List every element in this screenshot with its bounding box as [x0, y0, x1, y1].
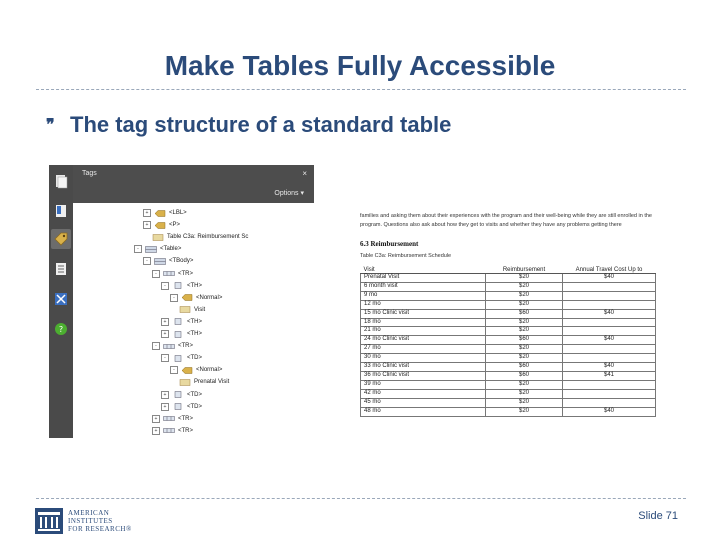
logo-line: AMERICAN [68, 509, 110, 517]
bullet-item [46, 112, 451, 138]
table-tag-icon [145, 246, 160, 253]
svg-text:?: ? [58, 325, 64, 334]
document-paragraph: families and asking them about their experiences with the program and their well-being while they are still enrolled in the program. Questions also ask about how they get to visits and whether they have any problems getting there [360, 213, 652, 228]
table-row [361, 354, 656, 363]
table-cell [563, 327, 656, 336]
table-row [361, 371, 656, 380]
table-row [361, 309, 656, 318]
table-cell [563, 300, 656, 309]
collapse-icon[interactable]: - [161, 354, 169, 362]
column-header: Reimbursement [486, 262, 563, 274]
table-row [361, 274, 656, 283]
tag-tree-node[interactable] [161, 329, 202, 339]
text-tag-icon [179, 379, 194, 386]
tag-tree-node[interactable] [152, 341, 193, 351]
tag-tag-icon [181, 367, 196, 374]
table-cell: $20 [486, 318, 563, 327]
tag-tree-node[interactable] [143, 208, 187, 218]
table-cell: $20 [486, 345, 563, 354]
cell-tag-icon [172, 318, 187, 325]
table-cell: 9 mo [361, 291, 486, 300]
tag-label: <TBody> [169, 258, 194, 265]
air-logo [35, 508, 132, 534]
tag-tree-node[interactable] [170, 293, 222, 303]
expand-icon[interactable]: + [161, 391, 169, 399]
tag-tree-node[interactable] [143, 220, 180, 230]
expand-icon[interactable]: + [143, 209, 151, 217]
collapse-icon[interactable]: - [161, 282, 169, 290]
expand-icon[interactable]: + [152, 415, 160, 423]
table-row [361, 345, 656, 354]
table-row [361, 363, 656, 372]
table-cell: $41 [563, 371, 656, 380]
model-tree-icon[interactable] [53, 291, 69, 307]
tag-tree [73, 203, 314, 438]
collapse-icon[interactable]: - [143, 257, 151, 265]
table-cell: Prenatal Visit [361, 274, 486, 283]
document-screenshot [358, 209, 660, 438]
table-cell: 45 mo [361, 398, 486, 407]
expand-icon[interactable]: + [161, 403, 169, 411]
table-cell: 12 mo [361, 300, 486, 309]
collapse-icon[interactable]: - [170, 294, 178, 302]
logo-text [68, 509, 132, 533]
table-row [361, 398, 656, 407]
table-cell: $60 [486, 363, 563, 372]
table-cell: 42 mo [361, 389, 486, 398]
table-row [361, 327, 656, 336]
table-cell: $60 [486, 309, 563, 318]
table-cell: $40 [563, 309, 656, 318]
cell-tag-icon [172, 355, 187, 362]
table-cell: 15 mo Clinic visit [361, 309, 486, 318]
text-tag-icon [179, 306, 194, 313]
tag-tree-node[interactable] [152, 426, 193, 436]
row-tag-icon [163, 343, 178, 350]
tag-label: <TH> [187, 282, 203, 289]
table-row [361, 336, 656, 345]
tag-label: <TH> [187, 318, 203, 325]
tag-label: <TD> [187, 355, 203, 362]
table-cell: 6 month visit [361, 282, 486, 291]
row-tag-icon [163, 415, 178, 422]
table-cell: 24 mo Clinic visit [361, 336, 486, 345]
table-cell: $20 [486, 300, 563, 309]
tag-label: Prenatal Visit [194, 379, 230, 386]
bullet-marker-icon: ❞ [46, 117, 55, 134]
column-header: Annual Travel Cost Up to [563, 262, 656, 274]
options-menu-button[interactable]: Options ▾ [274, 190, 304, 197]
table-cell: $20 [486, 407, 563, 416]
tag-tree-node[interactable] [152, 232, 248, 242]
expand-icon[interactable]: + [161, 330, 169, 338]
tag-tree-node[interactable] [161, 317, 202, 327]
table-row [361, 407, 656, 416]
tag-tree-node[interactable] [179, 305, 205, 315]
table-cell: $20 [486, 274, 563, 283]
tag-tree-node[interactable] [179, 377, 229, 387]
tag-label: <P> [169, 222, 181, 229]
tag-label: Visit [194, 306, 206, 313]
tag-tree-node[interactable] [143, 256, 193, 266]
tag-tree-node[interactable] [161, 281, 202, 291]
table-cell [563, 282, 656, 291]
tag-tree-node[interactable] [161, 402, 202, 412]
bullet-text: The tag structure of a standard table [70, 112, 452, 137]
tag-label: <TR> [178, 343, 194, 350]
tag-tree-node[interactable] [152, 269, 193, 279]
table-cell: $20 [486, 327, 563, 336]
logo-line: FOR RESEARCH® [68, 525, 132, 533]
tag-label: <TR> [178, 270, 194, 277]
table-cell [563, 389, 656, 398]
help-icon[interactable] [53, 321, 69, 337]
row-tag-icon [163, 427, 178, 434]
tag-tree-node[interactable] [161, 353, 202, 363]
table-cell: 48 mo [361, 407, 486, 416]
table-body [361, 274, 656, 417]
tag-label: <Table> [160, 246, 182, 253]
table-cell: $20 [486, 380, 563, 389]
tag-label: <TD> [187, 391, 203, 398]
tag-tree-node[interactable] [134, 244, 181, 254]
table-row [361, 389, 656, 398]
table-cell [563, 354, 656, 363]
content-icon[interactable] [53, 261, 69, 277]
logo-line: INSTITUTES [68, 517, 113, 525]
table-row [361, 291, 656, 300]
collapse-icon[interactable]: - [134, 245, 142, 253]
tag-tag-icon [181, 294, 196, 301]
table-cell [563, 380, 656, 389]
slide-title: Make Tables Fully Accessible [164, 50, 556, 81]
document-heading: 6.3 Reimbursement [360, 240, 419, 248]
table-cell: 18 mo [361, 318, 486, 327]
expand-icon[interactable]: + [152, 427, 160, 435]
tags-panel [73, 165, 314, 438]
slide-number: Slide 71 [638, 510, 678, 522]
cell-tag-icon [172, 403, 187, 410]
table-row [361, 318, 656, 327]
table-row [361, 380, 656, 389]
tag-label: <Normal> [196, 367, 223, 374]
footer-divider [36, 498, 686, 499]
table-cell: 21 mo [361, 327, 486, 336]
table-caption: Table C3a: Reimbursement Schedule [360, 253, 452, 259]
navigation-rail [49, 165, 73, 438]
table-cell [563, 291, 656, 300]
table-row [361, 300, 656, 309]
table-cell: 36 mo Clinic visit [361, 371, 486, 380]
table-cell: 33 mo Clinic visit [361, 363, 486, 372]
tag-label: <TR> [178, 415, 194, 422]
tag-label: <Normal> [196, 294, 223, 301]
panel-header [73, 165, 314, 203]
table-cell: $20 [486, 282, 563, 291]
panel-title: Tags [82, 170, 97, 177]
row-tag-icon [163, 270, 178, 277]
table-cell: $40 [563, 336, 656, 345]
pages-icon[interactable] [53, 173, 69, 189]
table-cell [563, 345, 656, 354]
close-icon[interactable]: × [302, 169, 307, 178]
table-cell [563, 398, 656, 407]
table-cell: 39 mo [361, 380, 486, 389]
tag-label: Table C3a: Reimbursement Sc [167, 234, 249, 241]
table-cell: 30 mo [361, 354, 486, 363]
expand-icon[interactable]: + [143, 221, 151, 229]
cell-tag-icon [172, 331, 187, 338]
tag-tree-node[interactable] [152, 414, 193, 424]
cell-tag-icon [172, 282, 187, 289]
column-header: Visit [361, 262, 486, 274]
expand-icon[interactable]: + [161, 318, 169, 326]
tag-tag-icon [154, 222, 169, 229]
table-cell [563, 318, 656, 327]
tag-label: <TR> [178, 427, 194, 434]
tags-icon[interactable] [51, 229, 71, 249]
table-cell: $20 [486, 398, 563, 407]
title-divider [36, 89, 686, 90]
collapse-icon[interactable]: - [170, 366, 178, 374]
table-cell: $40 [563, 274, 656, 283]
reimbursement-table [360, 262, 656, 417]
tag-label: <TH> [187, 331, 203, 337]
bookmarks-icon[interactable] [53, 203, 69, 219]
tags-panel-screenshot [49, 165, 314, 438]
collapse-icon[interactable]: - [152, 270, 160, 278]
tag-label: <LBL> [169, 210, 187, 216]
logo-mark-icon [35, 508, 63, 534]
table-cell: $20 [486, 291, 563, 300]
table-cell: $60 [486, 371, 563, 380]
tag-tree-node[interactable] [170, 365, 222, 375]
tag-label: <TD> [187, 403, 203, 410]
table-cell: $20 [486, 389, 563, 398]
cell-tag-icon [172, 391, 187, 398]
table-cell: 27 mo [361, 345, 486, 354]
table-cell: $60 [486, 336, 563, 345]
table-cell: $20 [486, 354, 563, 363]
table-tag-icon [154, 258, 169, 265]
tag-tree-node[interactable] [161, 390, 202, 400]
tag-tag-icon [154, 210, 169, 217]
table-header-row [361, 262, 656, 274]
collapse-icon[interactable]: - [152, 342, 160, 350]
table-cell: $40 [563, 407, 656, 416]
text-tag-icon [152, 234, 167, 241]
table-cell: $40 [563, 363, 656, 372]
table-row [361, 282, 656, 291]
